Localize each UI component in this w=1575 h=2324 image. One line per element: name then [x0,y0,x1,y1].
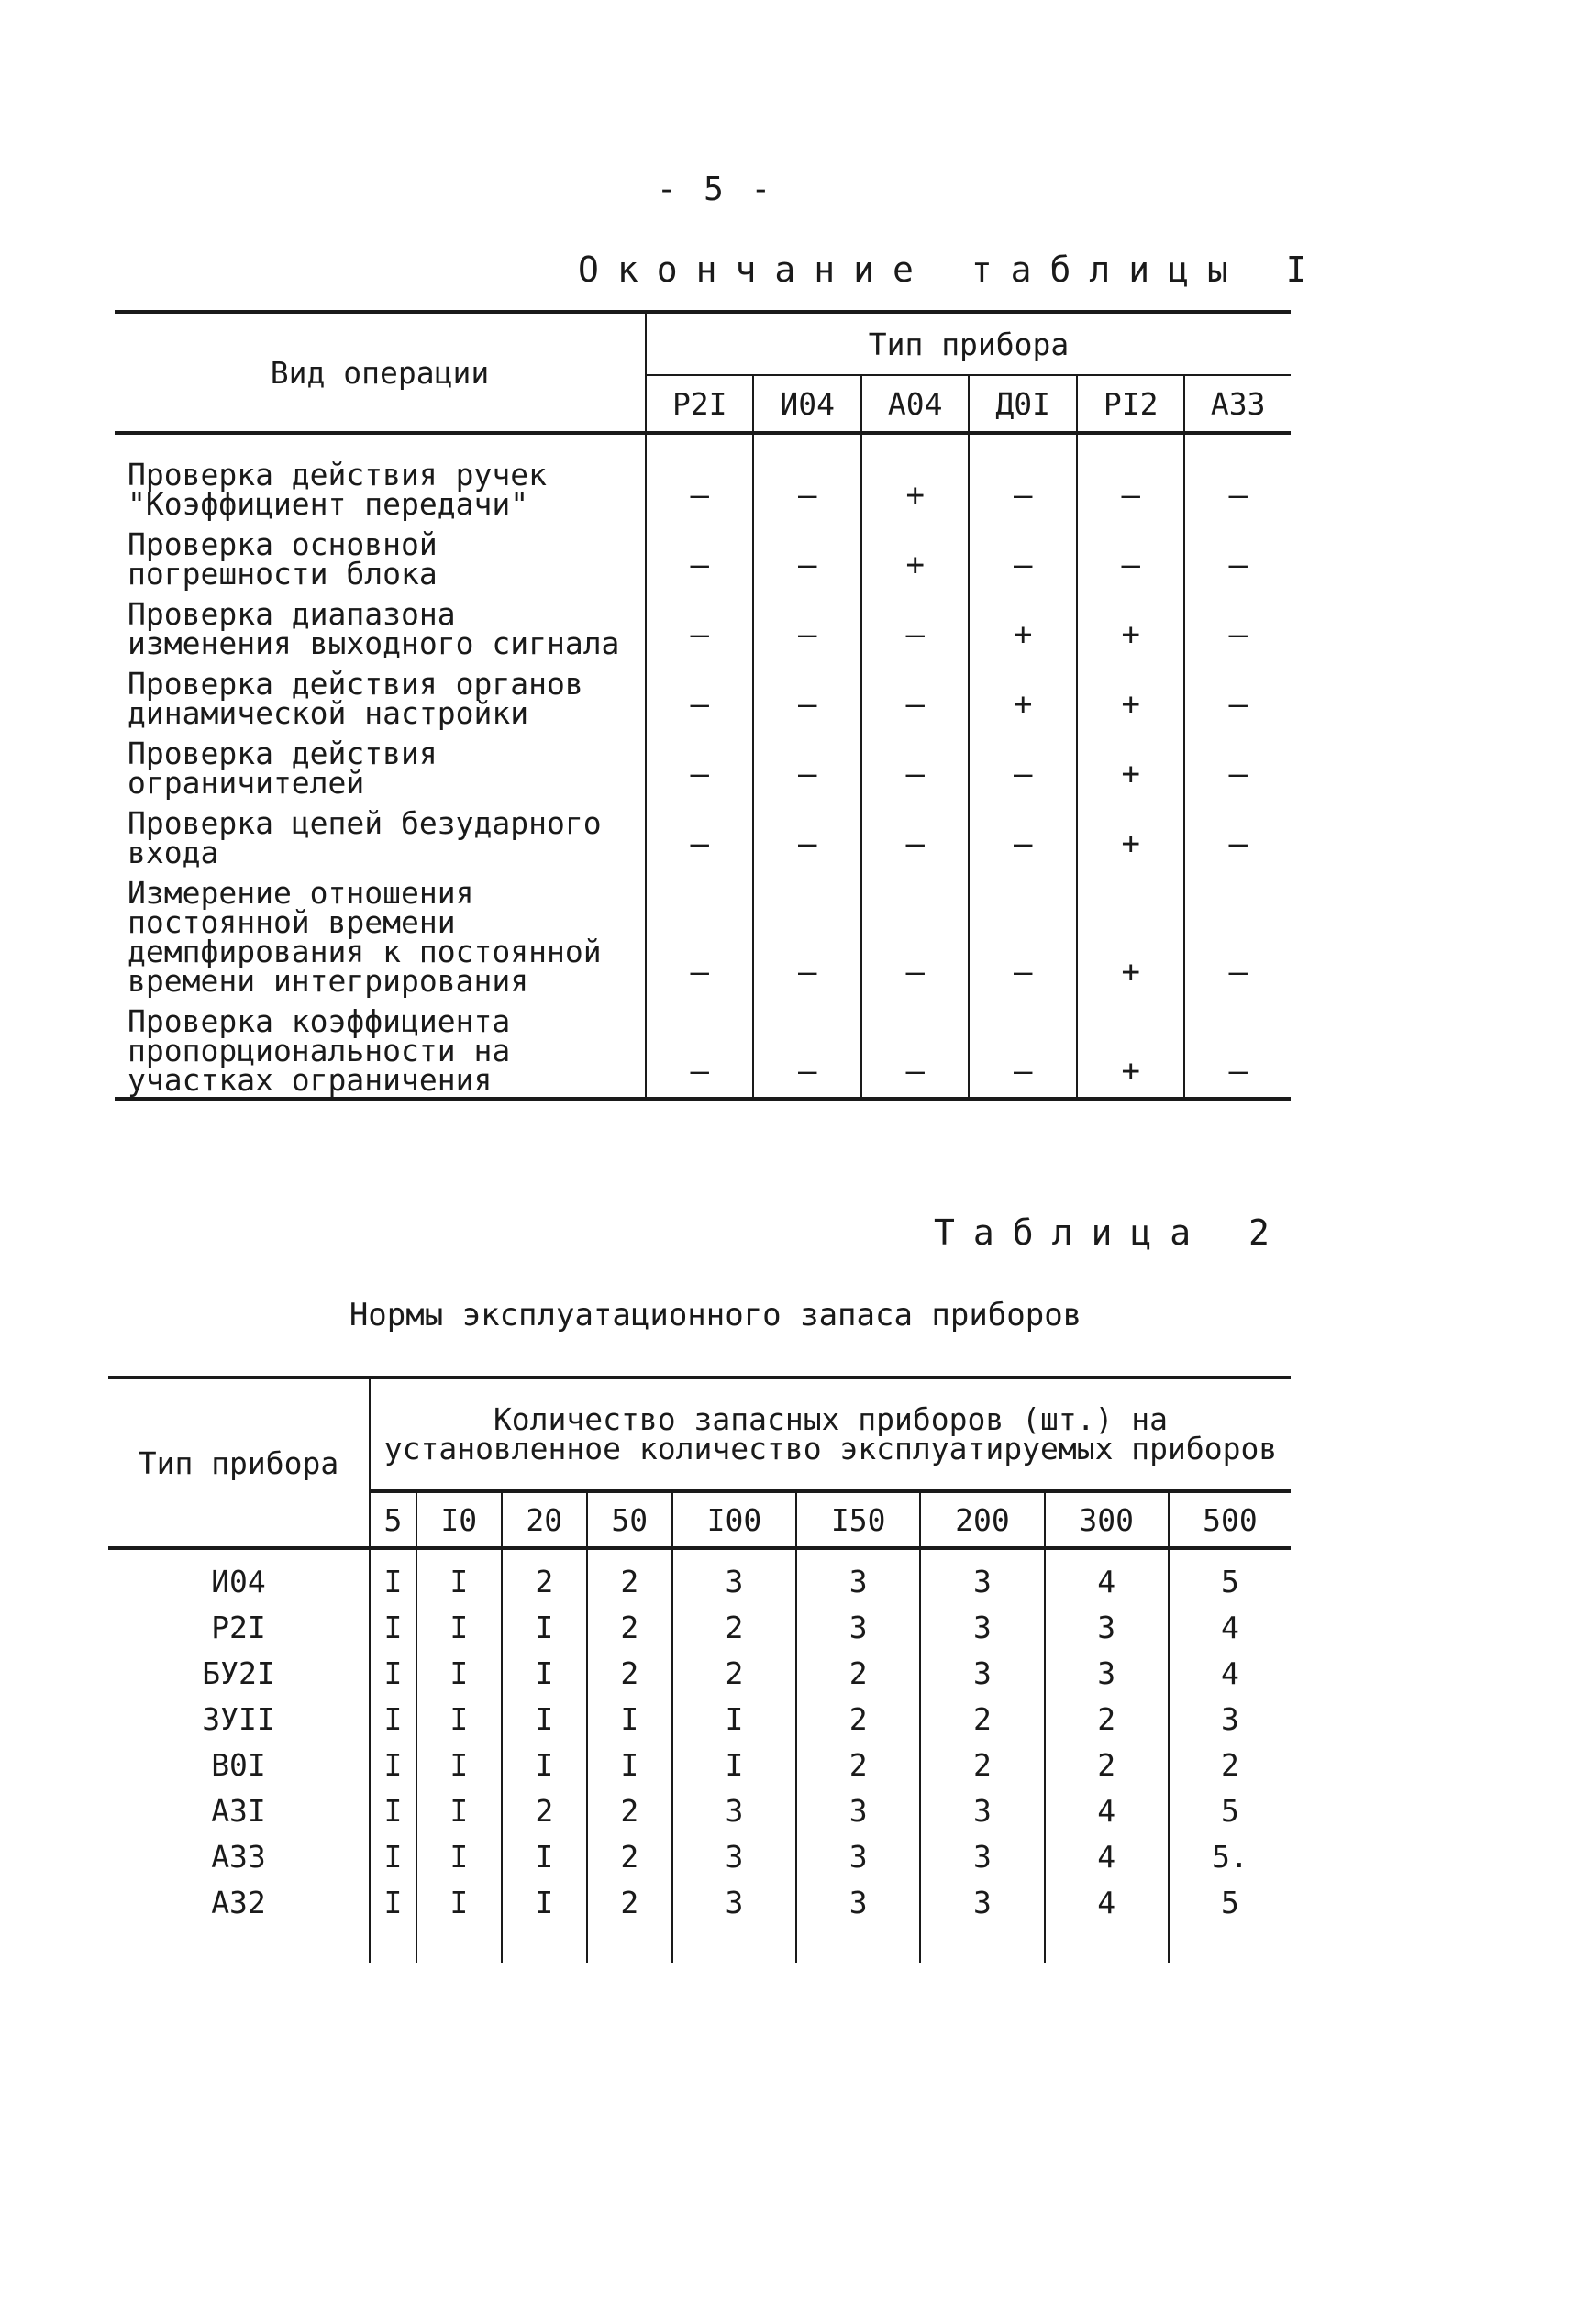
reserve-count: I [370,1548,416,1604]
quantity-column-header: 5 [370,1491,416,1548]
applicability-mark: – [646,521,753,591]
reserve-count: 5 [1220,1563,1239,1599]
device-name: БУ2I [108,1650,370,1696]
reserve-count: I [370,1650,416,1696]
quantity-column-header: 50 [587,1491,672,1548]
reserve-count: I [416,1548,502,1604]
applicability-mark: + [1077,869,1184,998]
quantity-column-header: 200 [920,1491,1044,1548]
reserve-count: 2 [672,1604,796,1650]
reserve-count: I [587,1742,672,1787]
reserve-count: 3 [1220,1700,1239,1737]
device-name: А3I [108,1787,370,1833]
operation-row [115,869,1291,998]
applicability-mark: – [1228,477,1248,514]
reserve-count: I [502,1879,587,1963]
reserve-count: 5 [1220,1884,1239,1920]
operation-name: Измерение отношения постоянной времени демпфирования к постоянной времени интегрирования [115,869,646,998]
applicability-mark: – [646,998,753,1099]
applicability-mark: + [1077,800,1184,869]
reserve-count: I [416,1833,502,1879]
table2-title: Нормы эксплуатационного запаса приборов [349,1297,1082,1334]
reserve-count: I [672,1696,796,1742]
reserve-count: 3 [796,1833,920,1879]
reserve-count: 4 [1045,1787,1169,1833]
applicability-mark: – [753,998,860,1099]
reserve-count: 2 [1220,1746,1239,1783]
operation-name: Проверка цепей безударного входа [115,800,646,869]
quantity-column-header: I50 [796,1491,920,1548]
applicability-mark: – [969,521,1076,591]
device-header: А33 [1184,375,1291,433]
reserve-count: 2 [587,1787,672,1833]
reserve-count: I [370,1833,416,1879]
reserve-count: I [502,1833,587,1879]
device-row [108,1548,1291,1604]
reserve-count: I [370,1604,416,1650]
reserve-count: I [502,1696,587,1742]
applicability-mark: – [861,800,969,869]
applicability-mark: – [1228,756,1248,792]
reserve-count: 2 [502,1787,587,1833]
operation-name: Проверка действия органов динамической настройки [115,660,646,730]
applicability-mark: – [753,660,860,730]
operation-row [115,800,1291,869]
reserve-count: 3 [672,1833,796,1879]
applicability-mark: – [1228,954,1248,990]
applicability-mark: + [1077,660,1184,730]
device-header: А04 [861,375,969,433]
applicability-mark: – [969,998,1076,1099]
operation-name: Проверка действия ручек "Коэффициент передачи" [115,433,646,521]
quantity-column-header: 500 [1169,1491,1291,1548]
device-row [108,1833,1291,1879]
applicability-mark: – [1184,998,1291,1099]
device-name: А33 [108,1833,370,1879]
reserve-count: I [416,1787,502,1833]
op-header: Вид операции [115,312,646,433]
applicability-mark: – [646,591,753,660]
operation-row [115,591,1291,660]
device-name: И04 [108,1548,370,1604]
applicability-mark: + [861,433,969,521]
device-row [108,1742,1291,1787]
reserve-count: 4 [1220,1654,1239,1691]
applicability-mark: – [861,591,969,660]
operation-row [115,433,1291,521]
reserve-count: I [370,1879,416,1963]
applicability-mark: – [969,869,1076,998]
device-name: Р2I [108,1604,370,1650]
reserve-count: I [672,1742,796,1787]
operation-name: Проверка коэффициента пропорциональности на участках ограничения [115,998,646,1099]
reserve-count: 5 [1220,1792,1239,1829]
reserve-count: I [416,1879,502,1963]
reserve-count: 5. [1212,1838,1248,1875]
device-name: В0I [108,1742,370,1787]
reserve-count: I [416,1650,502,1696]
device-name: ЗУII [108,1696,370,1742]
device-row [108,1604,1291,1650]
applicability-mark: – [646,869,753,998]
reserve-count: 2 [796,1696,920,1742]
quantity-column-header: I00 [672,1491,796,1548]
reserve-count: 3 [796,1548,920,1604]
applicability-mark: + [861,521,969,591]
reserve-count: 3 [920,1604,1044,1650]
applicability-mark: + [969,591,1076,660]
reserve-count: 2 [796,1742,920,1787]
applicability-mark: – [1077,521,1184,591]
quantity-header: Количество запасных приборов (шт.) на установленное количество эксплуатируемых приборов [370,1378,1291,1491]
applicability-mark: – [969,800,1076,869]
applicability-mark: – [861,998,969,1099]
reserve-count: 3 [920,1650,1044,1696]
applicability-mark: – [861,869,969,998]
reserve-count: 2 [587,1833,672,1879]
applicability-mark: – [753,800,860,869]
reserve-count: I [502,1604,587,1650]
operations-table [115,310,1291,1101]
applicability-mark: – [646,433,753,521]
reserve-count: 2 [1045,1742,1169,1787]
applicability-mark: – [969,433,1076,521]
reserve-count: 3 [796,1879,920,1963]
reserve-count: I [370,1787,416,1833]
operation-row [115,521,1291,591]
applicability-mark: – [753,521,860,591]
reserve-count: I [416,1604,502,1650]
reserve-count: 3 [672,1879,796,1963]
reserve-count: 2 [587,1548,672,1604]
reserve-count: I [416,1742,502,1787]
applicability-mark: – [753,591,860,660]
applicability-mark: – [753,869,860,998]
applicability-mark: + [1077,591,1184,660]
device-row [108,1879,1291,1963]
device-type-header: Тип прибора [108,1378,370,1548]
applicability-mark: – [753,730,860,800]
reserve-count: 3 [1045,1650,1169,1696]
device-header: РI2 [1077,375,1184,433]
operation-name: Проверка действия ограничителей [115,730,646,800]
reserve-count: 3 [1045,1604,1169,1650]
operation-row [115,730,1291,800]
applicability-mark: + [969,660,1076,730]
reserve-count: I [502,1742,587,1787]
reserve-count: I [370,1742,416,1787]
device-header: И04 [753,375,860,433]
reserve-count: 2 [502,1548,587,1604]
applicability-mark: – [753,433,860,521]
reserve-count: 3 [672,1787,796,1833]
reserve-count: 4 [1045,1879,1169,1963]
reserve-table [108,1376,1291,1963]
applicability-mark: – [969,730,1076,800]
reserve-count: 2 [796,1650,920,1696]
applicability-mark: – [646,730,753,800]
reserve-count: 3 [920,1833,1044,1879]
page-number: - 5 - [656,171,775,208]
reserve-count: 2 [920,1742,1044,1787]
operation-row [115,998,1291,1099]
applicability-mark: + [1077,998,1184,1099]
reserve-count: 2 [587,1604,672,1650]
quantity-column-header: 20 [502,1491,587,1548]
reserve-count: 2 [1045,1696,1169,1742]
reserve-count: 2 [672,1650,796,1696]
operation-name: Проверка диапазона изменения выходного сигнала [115,591,646,660]
reserve-count: 3 [796,1787,920,1833]
reserve-count: 3 [920,1548,1044,1604]
type-header: Тип прибора [646,312,1291,375]
applicability-mark: – [1228,547,1248,583]
reserve-count: 3 [920,1787,1044,1833]
reserve-count: 4 [1220,1609,1239,1645]
device-header: Д0I [969,375,1076,433]
applicability-mark: – [1228,825,1248,862]
reserve-count: I [370,1696,416,1742]
reserve-count: 4 [1045,1548,1169,1604]
quantity-column-header: 300 [1045,1491,1169,1548]
operation-name: Проверка основной погрешности блока [115,521,646,591]
reserve-count: I [416,1696,502,1742]
reserve-count: 3 [920,1879,1044,1963]
reserve-count: 3 [796,1604,920,1650]
table1-caption: Окончание таблицы I [578,249,1325,290]
reserve-count: I [587,1696,672,1742]
reserve-count: 2 [587,1879,672,1963]
applicability-mark: + [1077,730,1184,800]
device-row [108,1787,1291,1833]
reserve-count: 4 [1045,1833,1169,1879]
device-header: Р2I [646,375,753,433]
applicability-mark: – [861,660,969,730]
device-row [108,1696,1291,1742]
device-row [108,1650,1291,1696]
applicability-mark: – [861,730,969,800]
device-name: А32 [108,1879,370,1963]
reserve-count: I [502,1650,587,1696]
quantity-column-header: I0 [416,1491,502,1548]
applicability-mark: – [646,800,753,869]
applicability-mark: – [1228,686,1248,723]
reserve-count: 2 [587,1650,672,1696]
applicability-mark: – [1228,616,1248,653]
operation-row [115,660,1291,730]
table2-caption: Таблица 2 [934,1212,1288,1253]
reserve-count: 3 [672,1548,796,1604]
applicability-mark: – [646,660,753,730]
reserve-count: 2 [920,1696,1044,1742]
applicability-mark: – [1077,433,1184,521]
